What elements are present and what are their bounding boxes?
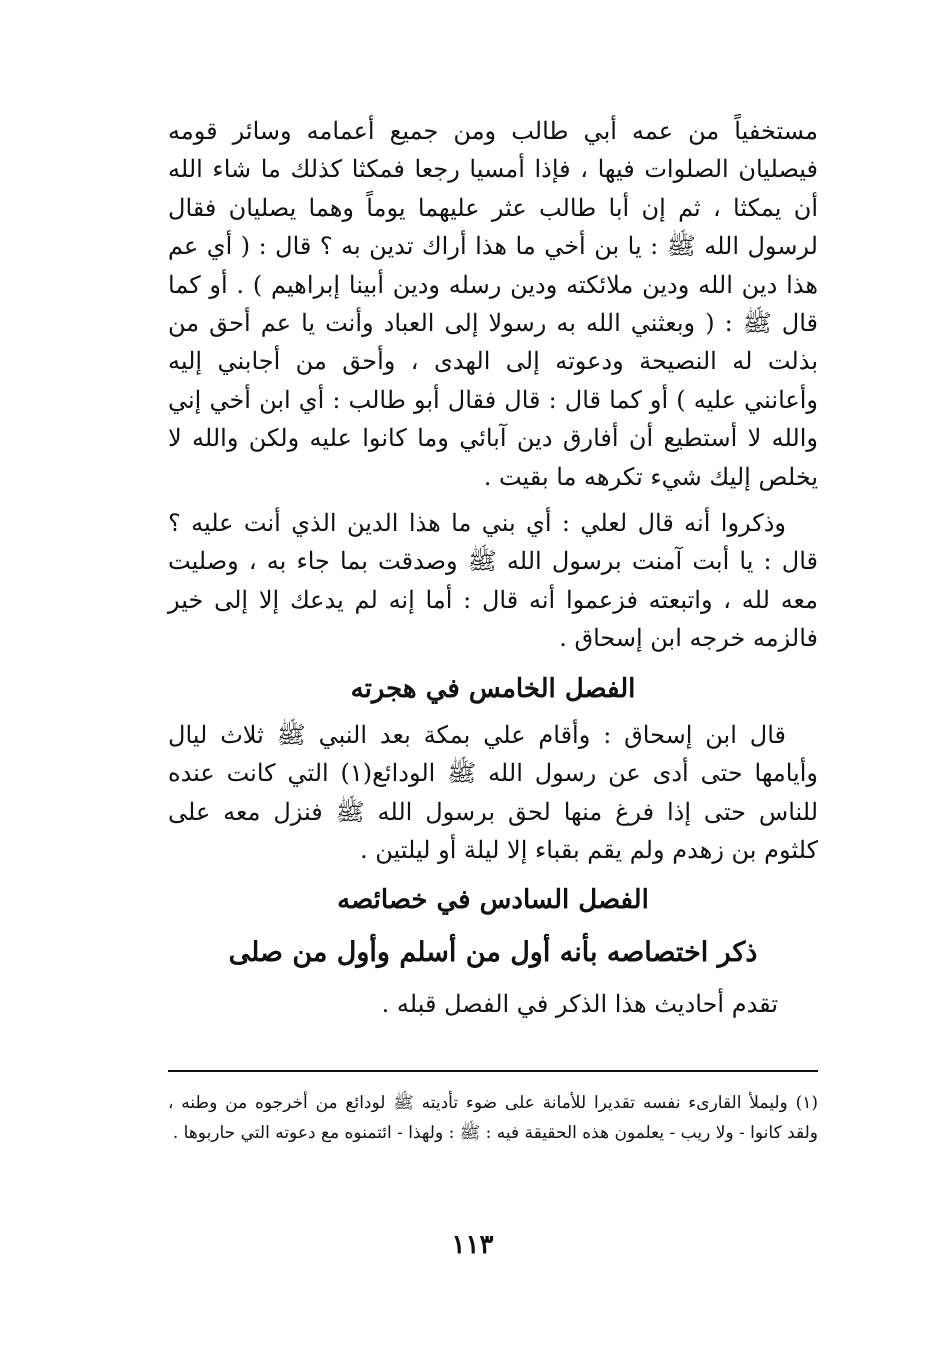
section-heading-first-muslim: ذكر اختصاصه بأنه أول من أسلم وأول من صلى xyxy=(228,937,758,969)
footnotes xyxy=(168,1088,818,1148)
paragraph-abu-talib: مستخفياً من عمه أبي طالب ومن جميع أعمامه وسائر قومه فيصليان الصلوات فيها ، فإذا أمسيا رجعا فمكثا كذلك ما شاء الله أن يمكثا ، ثم إن أبا طالب عثر عليهما يوماً وهما يصليان فقال لرسول الله ﷺ : يا بن أخي ما هذا أراك تدين به ؟ قال : ( أي عم هذا دين الله ودين ملائكته ودين رسله ودين أبينا إبراهيم ) . أو كما قال ﷺ : ( وبعثني الله به رسولا إلى العباد وأنت يا عم أحق من بذلت له النصيحة ودعوته إلى الهدى ، وأحق من أجابني إليه وأعانني عليه ) أو كما قال : قال فقال أبو طالب : أي ابن أخي إني والله لا أستطيع أن أفارق دين آبائي وما كانوا عليه ولكن والله لا يخلص إليك شيء تكرهه ما بقيت . xyxy=(168,117,818,491)
paragraph-ali-father: وذكروا أنه قال لعلي : أي بني ما هذا الدين الذي أنت عليه ؟ قال : يا أبت آمنت برسول الله ﷺ وصدقت بما جاء به ، وصليت معه لله ، واتبعته فزعموا أنه قال : أما إنه لم يدعك إلا إلى خير فالزمه خرجه ابن إسحاق . xyxy=(168,509,818,653)
page-number: ١١٣ xyxy=(451,1230,494,1260)
footnote-1: (١) وليملأ القارىء نفسه تقديرا للأمانة على ضوء تأديته ﷺ لودائع من أخرجوه من وطنه ، ولقد كانوا - ولا ريب - يعلمون هذه الحقيقة فيه : ﷺ : ولهذا - ائتمنوه مع دعوته التي حاربوها . xyxy=(168,1093,818,1143)
chapter-heading-virtues: الفصل السادس في خصائصه xyxy=(337,885,649,916)
footnote-divider xyxy=(168,1070,818,1072)
paragraph-reference: تقدم أحاديث هذا الذكر في الفصل قبله . xyxy=(381,990,778,1019)
paragraph-hijra: قال ابن إسحاق : وأقام علي بمكة بعد النبي ﷺ ثلاث ليال وأيامها حتى أدى عن رسول الله ﷺ الودائع(١) التي كانت عنده للناس حتى إذا فرغ منها لحق برسول الله ﷺ فنزل معه على كلثوم بن زهدم ولم يقم بقباء إلا ليلة أو ليلتين . xyxy=(168,720,818,864)
chapter-heading-hijra: الفصل الخامس في هجرته xyxy=(350,673,636,704)
page-body xyxy=(168,112,818,1024)
